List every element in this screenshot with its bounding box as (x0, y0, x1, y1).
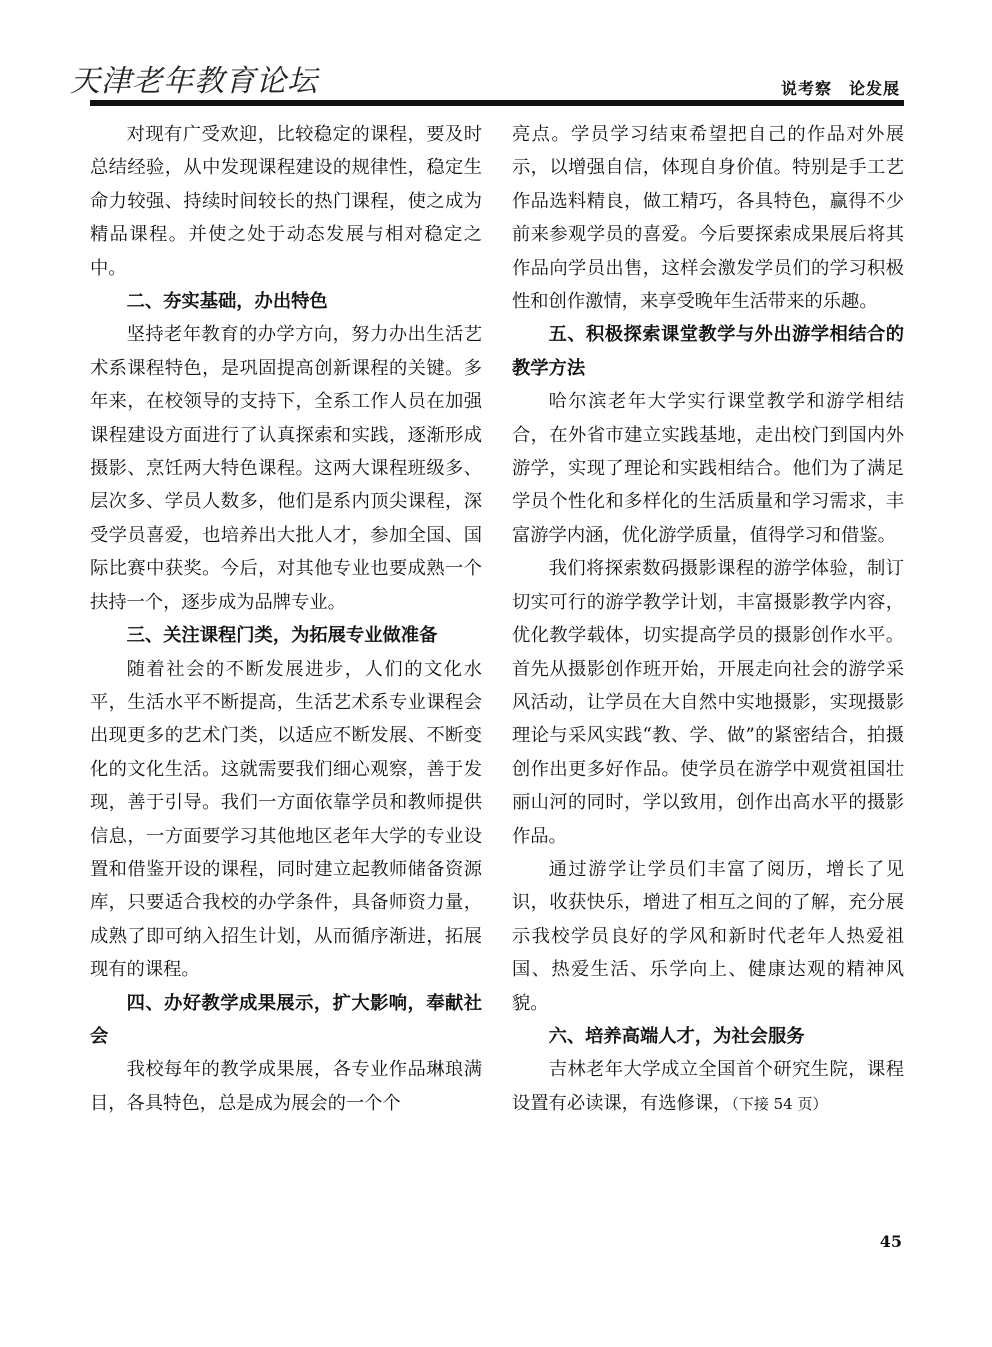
section-label: 说考察 论发展 (780, 79, 900, 98)
paragraph: 随着社会的不断发展进步，人们的文化水平，生活水平不断提高，生活艺术系专业课程会出现更多的艺术门类，以适应不断发展、不断变化的文化生活。这就需要我们细心观察，善于发现，善于引导。我们一方面依靠学员和教师提供信息，一方面要学习其他地区老年大学的专业设置和借鉴开设的课程，同时建立起教师储备资源库，只要适合我校的办学条件，具备师资力量，成熟了即可纳入招生计划，从而循序渐进，拓展现有的课程。 (90, 658, 482, 981)
masthead-logo: 天津老年教育论坛 (70, 64, 318, 99)
paragraph: 通过游学让学员们丰富了阅历，增长了见识，收获快乐，增进了相互之间的了解，充分展示我校学员良好的学风和新时代老年人热爱祖国、热爱生活、乐学向上、健康达观的精神风貌。 (512, 858, 904, 1014)
paragraph-text: 吉林老年大学成立全国首个研究生院，课程设置有必读课，有选修课， (512, 1059, 904, 1114)
section-heading: 二、夯实基础，办出特色 (126, 291, 328, 313)
section-heading: 五、积极探索课堂教学与外出游学相结合的教学方法 (512, 324, 904, 379)
continued-note: （下接 54 页） (731, 1094, 828, 1113)
paragraph: 坚持老年教育的办学方向，努力办出生活艺术系课程特色，是巩固提高创新课程的关键。多年来，在校领导的支持下，全系工作人员在加强课程建设方面进行了认真探索和实践，逐渐形成摄影、烹饪两大特色课程。这两大课程班级多、层次多、学员人数多，他们是系内顶尖课程，深受学员喜爱，也培养出大批人才，参加全国、国际比赛中获奖。今后，对其他专业也要成熟一个扶持一个，逐步成为品牌专业。 (90, 324, 482, 613)
paragraph (512, 1053, 904, 1121)
paragraph: 对现有广受欢迎，比较稳定的课程，要及时总结经验，从中发现课程建设的规律性，稳定生命力较强、持续时间较长的热门课程，使之成为精品课程。并使之处于动态发展与相对稳定之中。 (90, 124, 482, 279)
section-heading: 四、办好教学成果展示，扩大影响，奉献社会 (90, 992, 482, 1047)
paragraph: 我校每年的教学成果展，各专业作品琳琅满目，各具特色，总是成为展会的一个个 (90, 1059, 482, 1114)
paragraph-continued: 亮点。学员学习结束希望把自己的作品对外展示，以增强自信，体现自身价值。特别是手工艺作品选料精良，做工精巧，各具特色，赢得不少前来参观学员的喜爱。今后要探索成果展后将其作品向学员出售，这样会激发学员们的学习积极性和创作激情，来享受晚年生活带来的乐趣。 (512, 124, 904, 313)
left-column (90, 118, 482, 1120)
page-number: 45 (879, 1232, 902, 1251)
paragraph: 哈尔滨老年大学实行课堂教学和游学相结合，在外省市建立实践基地，走出校门到国内外游学，实现了理论和实践相结合。他们为了满足学员个性化和多样化的生活质量和学习需求，丰富游学内涵，优化游学质量，值得学习和借鉴。 (512, 391, 904, 546)
header-rule (90, 100, 904, 106)
paragraph: 我们将探索数码摄影课程的游学体验，制订切实可行的游学教学计划，丰富摄影教学内容，优化教学载体，切实提高学员的摄影创作水平。首先从摄影创作班开始，开展走向社会的游学采风活动，让学员在大自然中实地摄影，实现摄影理论与采风实践“教、学、做”的紧密结合，拍摄创作出更多好作品。使学员在游学中观赏祖国壮丽山河的同时，学以致用，创作出高水平的摄影作品。 (512, 558, 904, 847)
right-column (512, 118, 904, 1121)
section-heading: 六、培养高端人才，为社会服务 (548, 1025, 805, 1047)
section-heading: 三、关注课程门类，为拓展专业做准备 (126, 625, 438, 647)
